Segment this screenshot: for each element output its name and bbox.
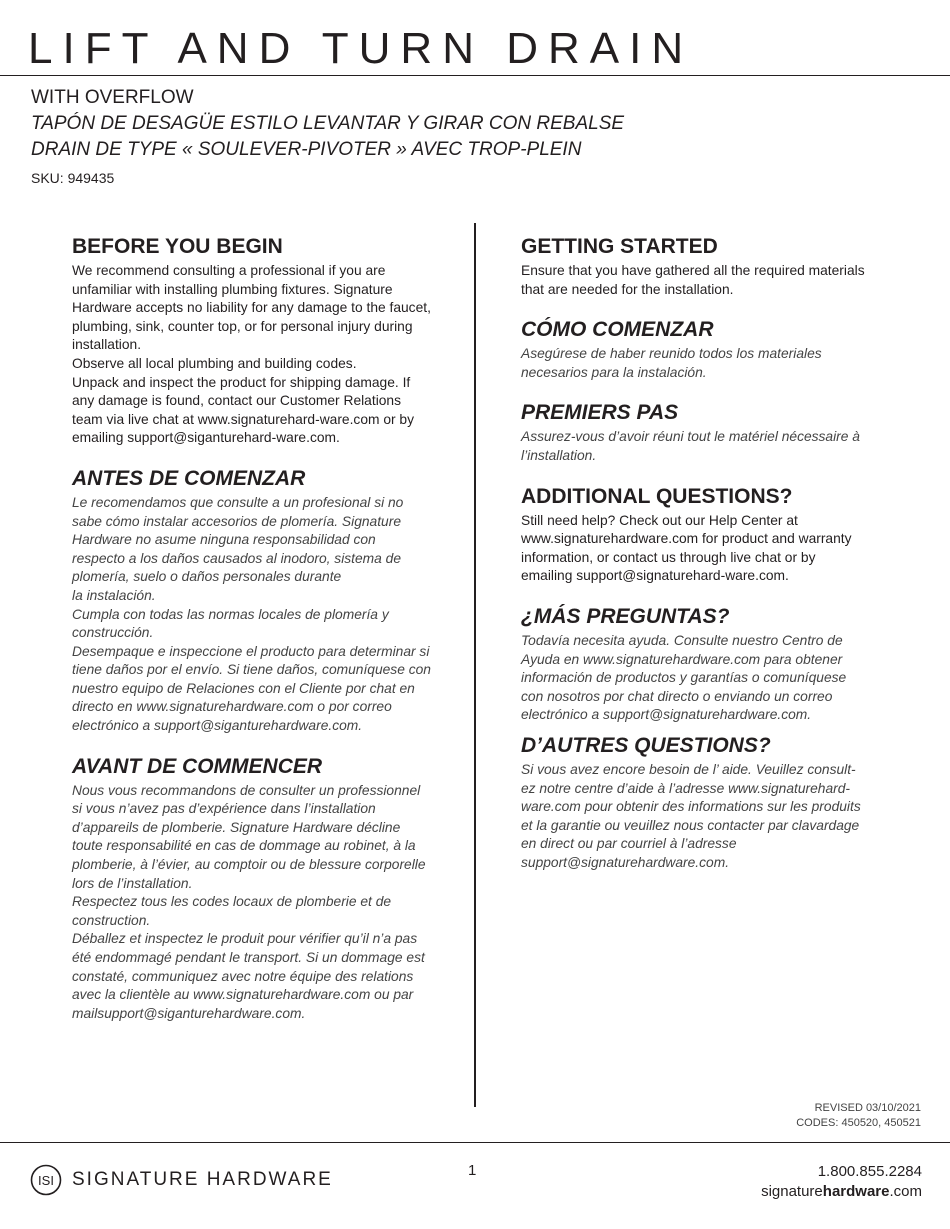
footer-rule <box>0 1142 950 1143</box>
brand-logo <box>30 1164 333 1196</box>
subtitle-spanish: TAPÓN DE DESAGÜE ESTILO LEVANTAR Y GIRAR CON REBALSE <box>31 113 625 134</box>
website-bold: hardware <box>822 1183 890 1200</box>
svg-text:ISI: ISI <box>38 1173 54 1188</box>
avant-de-commencer-body: Nous vous recommandons de consulter un professionnel si vous n’avez pas d’expérience dans l’installation d’appareils de plomberie. Signature Hardware décline toute responsabilité en cas de dommage au robinet, à la plomberie, à l’évier, au comptoir ou de blessure corporelle lors de l’installation. Respectez tous les codes locaux de plomberie et de construction. Déballez et inspectez le produit pour vérifier qu’il n’a pas été endommagé pendant le transport. Si un dommage est constaté, communiquez avec notre équipe des relations avec la clientèle au www.signaturehardware.com ou par mailsupport@siganturehardware.com. <box>72 782 426 1021</box>
contact-info <box>761 1162 922 1202</box>
subtitle-english: WITH OVERFLOW <box>31 87 194 108</box>
getting-started-heading: GETTING STARTED <box>521 235 718 258</box>
revision-info <box>796 1101 921 1131</box>
additional-questions-heading: ADDITIONAL QUESTIONS? <box>521 484 793 508</box>
como-comenzar-body: Asegúrese de haber reunido todos los materiales necesarios para la instalación. <box>521 346 822 380</box>
dautres-questions-body: Si vous avez encore besoin de l’ aide. Veuillez consult-ez notre centre d’aide à l’adresse www.signaturehard-ware.com pour obtenir des informations sur les produits et la garantie ou veuillez nous contacter par clavardage en direct ou par courriel à l’adresse support@signaturehardware.com. <box>521 761 861 870</box>
subtitle-block <box>31 85 624 191</box>
premiers-pas-body: Assurez-vous d’avoir réuni tout le matériel nécessaire à l’installation. <box>521 429 860 463</box>
como-comenzar-heading: CÓMO COMENZAR <box>521 318 714 342</box>
before-you-begin-body: We recommend consulting a professional if you are unfamiliar with installing plumbing fixtures. Signature Hardware accepts no liability for any damage to the faucet, plumbing, sink, counter top, or for personal injury during installation. Observe all local plumbing and building codes. Unpack and inspect the product for shipping damage. If any damage is found, contact our Customer Relations team via live chat at www.signaturehard-ware.com or by emailing support@siganturehard-ware.com. <box>72 263 431 446</box>
mas-preguntas-body: Todavía necesita ayuda. Consulte nuestro Centro de Ayuda en www.signaturehardware.com para obtener información de productos y garantías o comuníquese con nosotros por chat directo o enviando un correo electrónico a support@signaturehardware.com. <box>521 632 847 723</box>
website-suffix: .com <box>889 1183 922 1200</box>
antes-de-comenzar-body: Le recomendamos que consulte a un profesional si no sabe cómo instalar accesorios de plomería. Signature Hardware no asume ninguna responsabilidad con respecto a los daños causados al inodoro, sistema de plomería, suelo o daños personales durante la instalación. Cumpla con todas las normas locales de plomería y construcción. Desempaque e inspeccione el producto para determinar si tiene daños por el envío. Si tiene daños, comuníquese con nuestro equipo de Relaciones con el Cliente por chat en directo en www.signaturehardware.com o por correo electrónico a support@siganturehardware.com. <box>72 494 431 734</box>
column-divider <box>474 223 476 1107</box>
page-number: 1 <box>468 1162 477 1179</box>
subtitle-french: DRAIN DE TYPE « SOULEVER-PIVOTER » AVEC TROP-PLEIN <box>31 139 582 160</box>
phone-number: 1.800.855.2284 <box>817 1163 922 1180</box>
signature-hardware-logo-icon <box>30 1164 62 1196</box>
title-rule <box>0 75 950 76</box>
avant-de-commencer-heading: AVANT DE COMMENCER <box>72 754 323 778</box>
mas-preguntas-heading: ¿MÁS PREGUNTAS? <box>521 604 730 628</box>
antes-de-comenzar-heading: ANTES DE COMENZAR <box>72 466 306 490</box>
document-title: LIFT AND TURN DRAIN <box>28 24 694 73</box>
website-prefix: signature <box>761 1183 823 1200</box>
brand-name: SIGNATURE HARDWARE <box>72 1169 333 1190</box>
left-column <box>72 232 432 1023</box>
website-link[interactable] <box>761 1182 922 1202</box>
product-codes: CODES: 450520, 450521 <box>796 1117 921 1129</box>
getting-started-body: Ensure that you have gathered all the required materials that are needed for the installation. <box>521 263 865 297</box>
sku-label: SKU: 949435 <box>31 170 115 186</box>
dautres-questions-heading: D’AUTRES QUESTIONS? <box>521 733 771 757</box>
premiers-pas-heading: PREMIERS PAS <box>521 401 679 425</box>
revised-date: REVISED 03/10/2021 <box>814 1102 921 1114</box>
right-column <box>521 232 866 872</box>
additional-questions-body: Still need help? Check out our Help Center at www.signaturehardware.com for product and warranty information, or contact us through live chat or by emailing support@signaturehard-ware.com. <box>521 512 852 584</box>
before-you-begin-heading: BEFORE YOU BEGIN <box>72 235 283 258</box>
